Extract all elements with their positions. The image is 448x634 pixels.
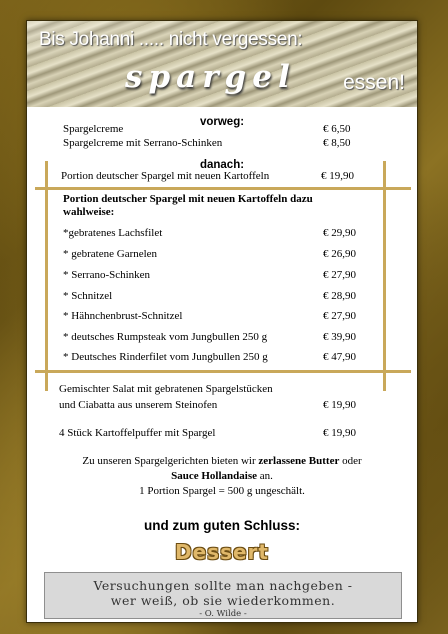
menu-card: [26, 20, 418, 623]
item-price: € 26,90: [323, 248, 356, 260]
item-price: € 39,90: [323, 331, 356, 343]
item-name: Gemischter Salat mit gebratenen Spargelstücken: [59, 383, 273, 395]
menu-item: [63, 351, 393, 365]
item-price: € 8,50: [323, 137, 351, 149]
item-price: € 19,90: [321, 170, 354, 182]
item-price: € 47,90: [323, 351, 356, 363]
item-name: Spargelcreme: [63, 123, 124, 135]
frame-bottom-line: [35, 370, 411, 373]
item-price: € 27,90: [323, 269, 356, 281]
dessert-title: Dessert: [175, 540, 269, 564]
sauce-note-line2: [47, 469, 397, 484]
choice-title: Portion deutscher Spargel mit neuen Kartoffeln dazu wahlweise:: [63, 193, 313, 218]
portion-note: 1 Portion Spargel = 500 g ungeschält.: [139, 485, 305, 497]
header-tagline: Bis Johanni ..... nicht vergessen:: [39, 29, 303, 50]
item-name: und Ciabatta aus unserem Steinofen: [59, 399, 218, 411]
item-name: * Serrano-Schinken: [63, 269, 151, 281]
section-heading-danach: danach:: [199, 159, 245, 171]
sauce-note-line1: [47, 454, 397, 469]
menu-item: [63, 269, 393, 283]
menu-item: [63, 331, 393, 345]
menu-item: [63, 227, 393, 241]
header-essen: essen!: [343, 71, 405, 94]
item-name: * Hähnchenbrust-Schnitzel: [63, 310, 183, 322]
menu-item: [63, 310, 393, 324]
frame-top-line: [35, 187, 411, 190]
item-name: *gebratenes Lachsfilet: [63, 227, 163, 239]
note-text: Zu unseren Spargelgerichten bieten wir: [82, 455, 259, 467]
menu-item: [59, 383, 389, 397]
quote-line2: wer weiß, ob sie wiederkommen.: [110, 593, 336, 608]
menu-item: [59, 399, 389, 413]
item-price: € 27,90: [323, 310, 356, 322]
item-price: € 28,90: [323, 290, 356, 302]
item-price: € 6,50: [323, 123, 351, 135]
menu-item: [63, 290, 393, 304]
header-banner: [27, 21, 417, 107]
menu-item: [59, 427, 389, 441]
menu-item: [63, 123, 393, 137]
note-bold-butter: zerlassene Butter: [258, 455, 340, 467]
finale-heading: und zum guten Schluss:: [143, 518, 300, 533]
note-bold-hollandaise: Sauce Hollandaise: [171, 470, 257, 482]
note-text: oder: [339, 455, 362, 467]
item-name: * deutsches Rumpsteak vom Jungbullen 250 g: [63, 331, 268, 343]
quote-author: - O. Wilde -: [199, 609, 247, 619]
note-text: an.: [256, 470, 273, 482]
item-price: € 19,90: [323, 399, 356, 411]
frame-left-line: [45, 161, 48, 391]
item-name: Spargelcreme mit Serrano-Schinken: [63, 137, 223, 149]
header-spargel-title: spargel: [125, 59, 296, 95]
item-name: * Deutsches Rinderfilet vom Jungbullen 250 g: [63, 351, 268, 363]
section-heading-vorweg: vorweg:: [199, 116, 245, 128]
menu-item: [63, 248, 393, 262]
item-price: € 29,90: [323, 227, 356, 239]
menu-item: [63, 137, 393, 151]
item-name: Portion deutscher Spargel mit neuen Kartoffeln: [61, 170, 270, 182]
item-name: 4 Stück Kartoffelpuffer mit Spargel: [59, 427, 216, 439]
item-price: € 19,90: [323, 427, 356, 439]
item-name: * gebratene Garnelen: [63, 248, 158, 260]
quote-line1: Versuchungen sollte man nachgeben -: [93, 578, 353, 593]
quote-box: [44, 572, 402, 619]
menu-item: [61, 170, 391, 184]
item-name: * Schnitzel: [63, 290, 113, 302]
